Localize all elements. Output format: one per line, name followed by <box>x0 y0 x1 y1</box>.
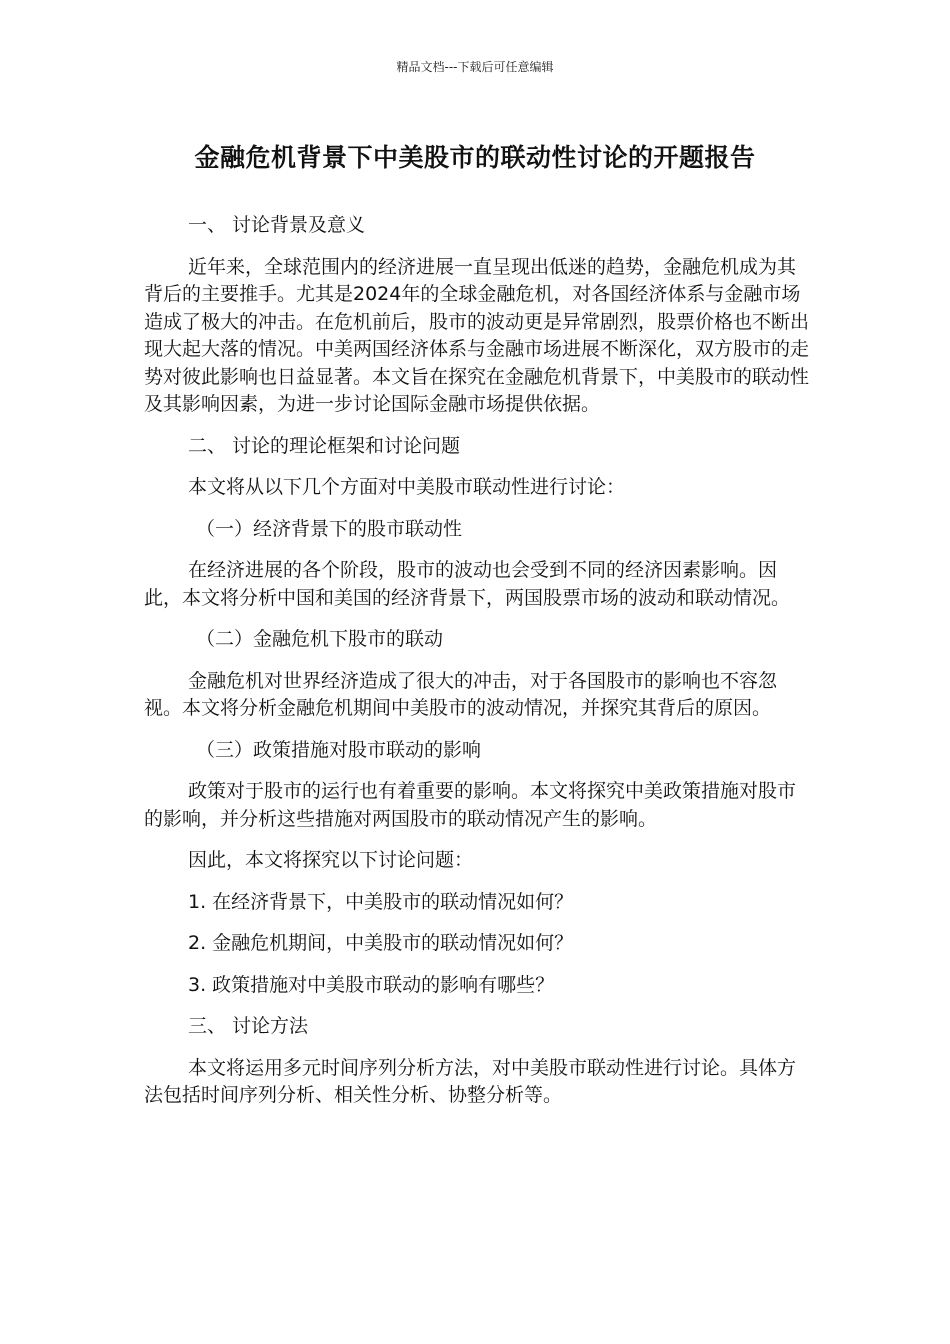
section-1-heading: 一、 讨论背景及意义 <box>188 214 366 236</box>
question-item-2: 2. 金融危机期间，中美股市的联动情况如何？ <box>188 932 574 954</box>
question-item-3: 3. 政策措施对中美股市联动的影响有哪些？ <box>188 973 555 996</box>
question-item-1: 1. 在经济背景下，中美股市的联动情况如何？ <box>188 890 574 913</box>
section-2-sub-3-paragraph: 政策对于股市的运行也有着重要的影响。本文将探究中美政策措施对股市的影响，并分析这些措施对两国股市的联动情况产生的影响。 <box>144 780 797 830</box>
section-2-intro: 本文将从以下几个方面对中美股市联动性进行讨论： <box>188 476 626 498</box>
section-2-sub-1-heading: （一）经济背景下的股市联动性 <box>196 517 463 540</box>
section-2-sub-1-paragraph: 在经济进展的各个阶段，股市的波动也会受到不同的经济因素影响。因此，本文将分析中国和美国的经济背景下，两国股票市场的波动和联动情况。 <box>144 559 791 609</box>
section-1-paragraph: 近年来，全球范围内的经济进展一直呈现出低迷的趋势，金融危机成为其背后的主要推手。尤其是2024年的全球金融危机，对各国经济体系与金融市场造成了极大的冲击。在危机前后，股市的波动更是异常剧烈，股票价格也不断出现大起大落的情况。中美两国经济体系与金融市场进展不断深化，双方股市的走势对彼此影响也日益显著。本文旨在探究在金融危机背景下，中美股市的联动性及其影响因素，为进一步讨论国际金融市场提供依据。 <box>144 255 810 415</box>
section-2-sub-2-paragraph: 金融危机对世界经济造成了很大的冲击，对于各国股市的影响也不容忽视。本文将分析金融危机期间中美股市的波动情况，并探究其背后的原因。 <box>144 669 778 719</box>
section-2-heading: 二、 讨论的理论框架和讨论问题 <box>188 434 461 457</box>
questions-intro: 因此，本文将探究以下讨论问题： <box>188 849 474 871</box>
section-2-sub-3-heading: （三）政策措施对股市联动的影响 <box>196 738 482 761</box>
document-body <box>144 212 810 1124</box>
document-title: 金融危机背景下中美股市的联动性讨论的开题报告 <box>194 143 756 172</box>
section-3-paragraph: 本文将运用多元时间序列分析方法，对中美股市联动性进行讨论。具体方法包括时间序列分析、相关性分析、协整分析等。 <box>144 1056 797 1106</box>
section-3-heading: 三、 讨论方法 <box>188 1015 309 1037</box>
section-2-sub-2-heading: （二）金融危机下股市的联动 <box>196 628 444 650</box>
page-header-note: 精品文档---下载后可任意编辑 <box>396 60 554 74</box>
